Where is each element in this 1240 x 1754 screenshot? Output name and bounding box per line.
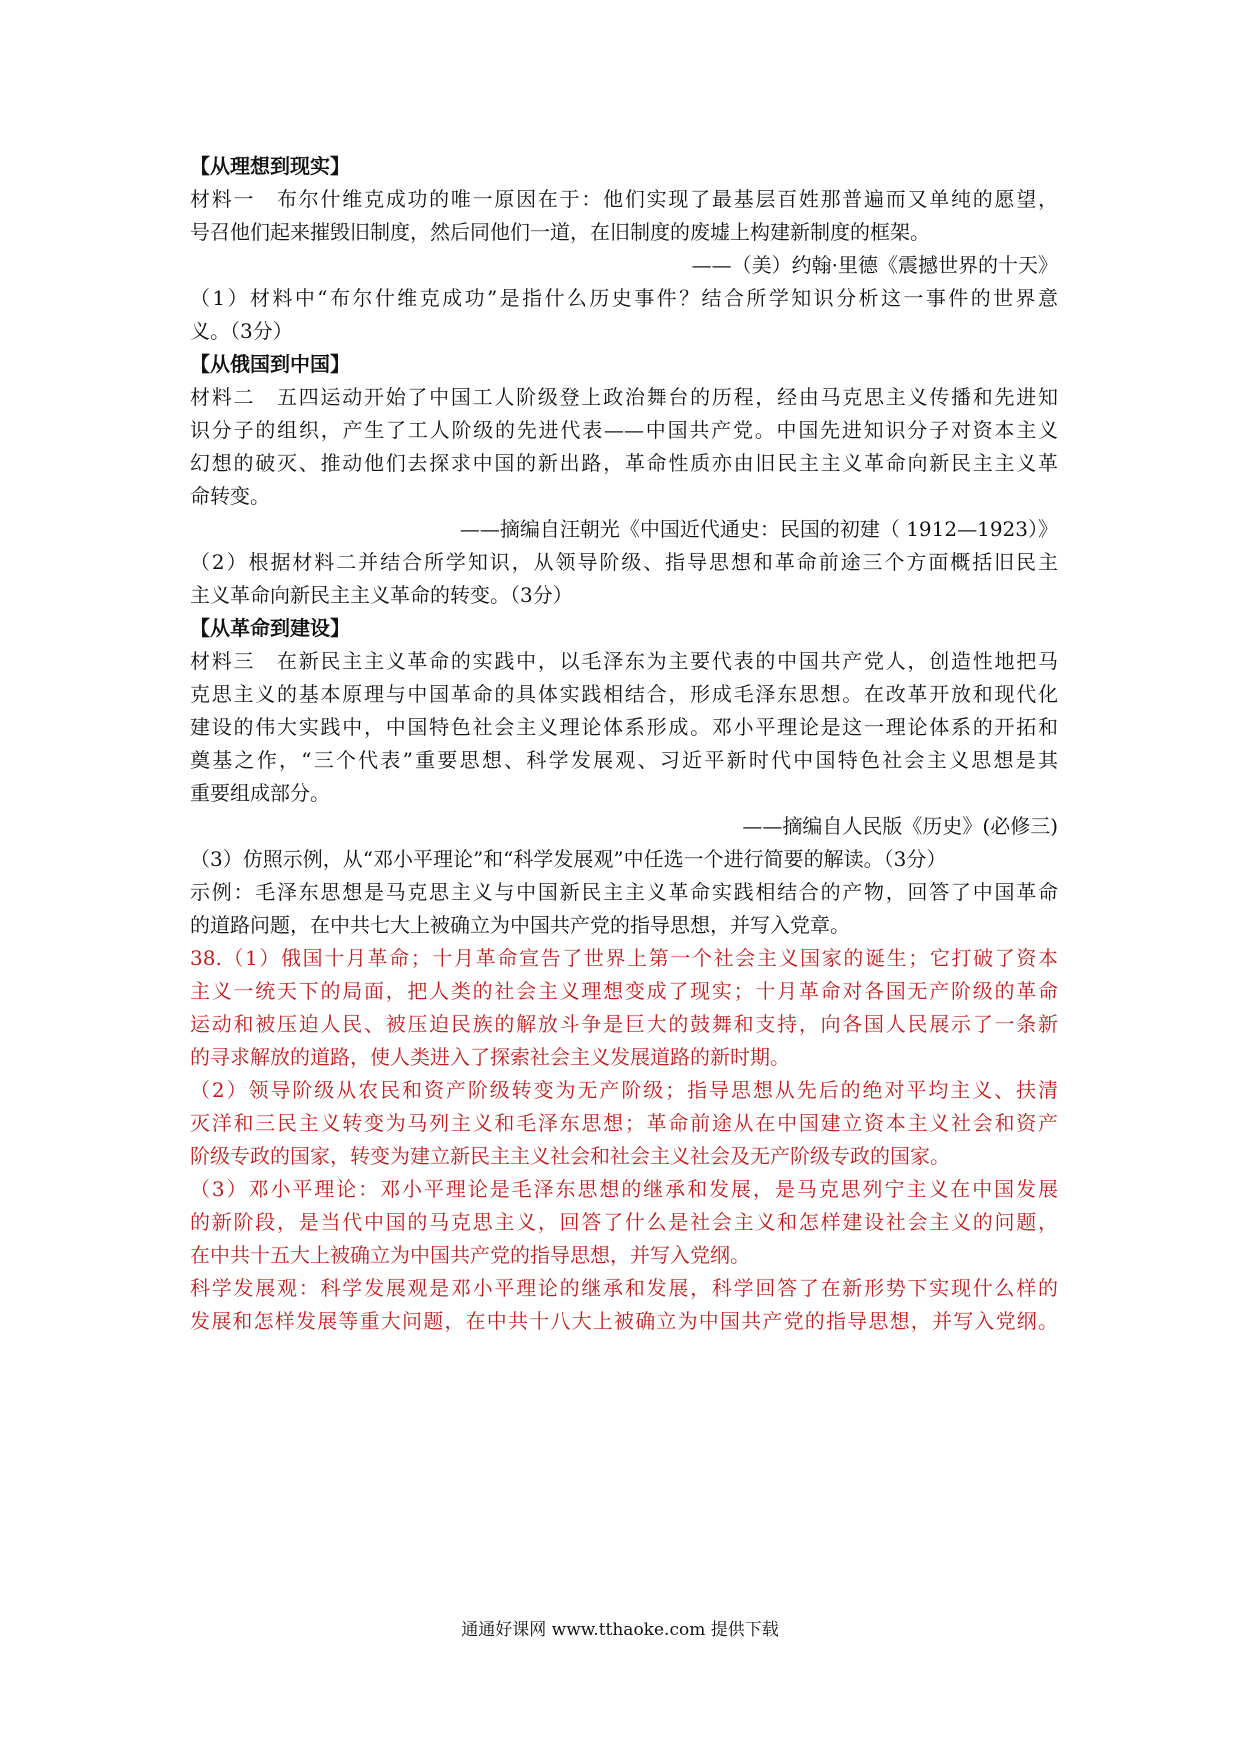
- answer-4-line: 科学发展观：科学发展观是邓小平理论的继承和发展，科学回答了在新形势下实现什么样的: [190, 1276, 1058, 1300]
- section-title-3: 【从革命到建设】: [190, 616, 350, 640]
- material-3-line: 克思主义的基本原理与中国革命的具体实践相结合，形成毛泽东思想。在改革开放和现代化: [190, 682, 1058, 706]
- material-2-line: 材料二 五四运动开始了中国工人阶级登上政治舞台的历程，经由马克思主义传播和先进知: [190, 385, 1058, 409]
- answer-1-line: 的寻求解放的道路，使人类进入了探索社会主义发展道路的新时期。: [190, 1045, 790, 1069]
- question-2-line: （2）根据材料二并结合所学知识，从领导阶级、指导思想和革命前途三个方面概括旧民主: [190, 550, 1058, 574]
- answer-3-line: 的新阶段，是当代中国的马克思主义，回答了什么是社会主义和怎样建设社会主义的问题，: [190, 1210, 1058, 1234]
- material-1-line: 号召他们起来摧毁旧制度，然后同他们一道，在旧制度的废墟上构建新制度的框架。: [190, 220, 930, 244]
- example-line: 示例：毛泽东思想是马克思主义与中国新民主主义革命实践相结合的产物，回答了中国革命: [190, 880, 1058, 904]
- material-3-line: 材料三 在新民主主义革命的实践中，以毛泽东为主要代表的中国共产党人，创造性地把马: [190, 649, 1058, 673]
- material-2-line: 幻想的破灭、推动他们去探求中国的新出路，革命性质亦由旧民主主义革命向新民主主义革: [190, 451, 1058, 475]
- question-1-line: （1）材料中“布尔什维克成功”是指什么历史事件？结合所学知识分析这一事件的世界意: [190, 286, 1058, 310]
- material-1-line: 材料一 布尔什维克成功的唯一原因在于：他们实现了最基层百姓那普遍而又单纯的愿望，: [190, 187, 1058, 211]
- page-footer: 通通好课网 www.tthaoke.com 提供下载: [461, 1620, 779, 1640]
- material-3-source: ——摘编自人民版《历史》(必修三): [742, 814, 1058, 838]
- answer-2-line: （2）领导阶级从农民和资产阶级转变为无产阶级；指导思想从先后的绝对平均主义、扶清: [190, 1078, 1058, 1102]
- answer-3-line: 在中共十五大上被确立为中国共产党的指导思想，并写入党纲。: [190, 1243, 750, 1267]
- material-2-line: 识分子的组织，产生了工人阶级的先进代表——中国共产党。中国先进知识分子对资本主义: [190, 418, 1058, 442]
- section-title-1: 【从理想到现实】: [190, 154, 350, 178]
- example-line: 的道路问题，在中共七大上被确立为中国共产党的指导思想，并写入党章。: [190, 913, 850, 937]
- material-1-source: ——（美）约翰·里德《震撼世界的十天》: [691, 253, 1058, 277]
- question-1-line: 义。（3分）: [190, 319, 293, 343]
- material-3-line: 建设的伟大实践中，中国特色社会主义理论体系形成。邓小平理论是这一理论体系的开拓和: [190, 715, 1058, 739]
- answer-1-line: 主义一统天下的局面，把人类的社会主义理想变成了现实；十月革命对各国无产阶级的革命: [190, 979, 1058, 1003]
- answer-2-line: 阶级专政的国家，转变为建立新民主主义社会和社会主义社会及无产阶级专政的国家。: [190, 1144, 950, 1168]
- section-title-2: 【从俄国到中国】: [190, 352, 350, 376]
- answer-1-line: 38.（1）俄国十月革命；十月革命宣告了世界上第一个社会主义国家的诞生；它打破了资本: [190, 946, 1058, 970]
- question-3-line: （3）仿照示例，从“邓小平理论”和“科学发展观”中任选一个进行简要的解读。（3分）: [190, 847, 947, 871]
- material-2-line: 命转变。: [190, 484, 270, 508]
- answer-1-line: 运动和被压迫人民、被压迫民族的解放斗争是巨大的鼓舞和支持，向各国人民展示了一条新: [190, 1012, 1058, 1036]
- answer-3-line: （3）邓小平理论：邓小平理论是毛泽东思想的继承和发展，是马克思列宁主义在中国发展: [190, 1177, 1058, 1201]
- answer-2-line: 灭洋和三民主义转变为马列主义和毛泽东思想；革命前途从在中国建立资本主义社会和资产: [190, 1111, 1058, 1135]
- question-2-line: 主义革命向新民主主义革命的转变。（3分）: [190, 583, 573, 607]
- document-body: [190, 150, 1058, 1338]
- answer-4-line: 发展和怎样发展等重大问题，在中共十八大上被确立为中国共产党的指导思想，并写入党纲。: [190, 1309, 1058, 1333]
- material-3-line: 重要组成部分。: [190, 781, 330, 805]
- material-2-source: ——摘编自汪朝光《中国近代通史：民国的初建（ 1912—1923）》: [459, 517, 1058, 541]
- material-3-line: 奠基之作，“三个代表”重要思想、科学发展观、习近平新时代中国特色社会主义思想是其: [190, 748, 1058, 772]
